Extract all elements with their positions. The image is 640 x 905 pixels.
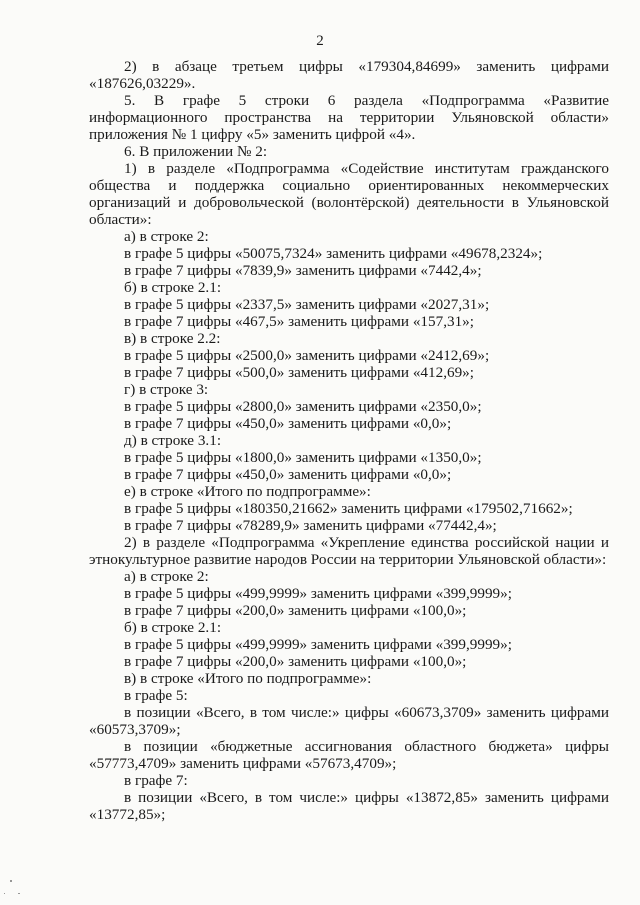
paragraph: б) в строке 2.1:: [124, 279, 222, 296]
paragraph: в) в строке 2.2:: [124, 330, 221, 347]
scan-speck: [4, 893, 5, 894]
paragraph: в графе 7 цифры «78289,9» заменить цифрами «77442,4»;: [124, 517, 497, 534]
paragraph: в графе 5 цифры «499,9999» заменить цифрами «399,9999»;: [124, 585, 512, 602]
paragraph: в) в строке «Итого по подпрограмме»:: [124, 670, 372, 687]
paragraph: в графе 7 цифры «7839,9» заменить цифрами «7442,4»;: [124, 262, 482, 279]
paragraph: а) в строке 2:: [124, 228, 209, 245]
page-number: 2: [316, 33, 324, 49]
paragraph: в графе 5 цифры «180350,21662» заменить цифрами «179502,71662»;: [124, 500, 573, 517]
paragraph: в графе 5 цифры «2500,0» заменить цифрами «2412,69»;: [124, 347, 490, 364]
paragraph: в графе 7 цифры «467,5» заменить цифрами «157,31»;: [124, 313, 474, 330]
paragraph: 2) в абзаце третьем цифры «179304,84699» заменить цифрами «187626,03229».: [89, 58, 609, 92]
paragraph: в позиции «Всего, в том числе:» цифры «13872,85» заменить цифрами «13772,85»;: [89, 789, 609, 823]
paragraph: в графе 5 цифры «1800,0» заменить цифрами «1350,0»;: [124, 449, 482, 466]
paragraph: в графе 5 цифры «50075,7324» заменить цифрами «49678,2324»;: [124, 245, 543, 262]
paragraph: в графе 7 цифры «450,0» заменить цифрами «0,0»;: [124, 466, 452, 483]
paragraph: в позиции «бюджетные ассигнования областного бюджета» цифры «57773,4709» заменить цифрами «57673,4709»;: [89, 738, 609, 772]
paragraph: в графе 5 цифры «2800,0» заменить цифрами «2350,0»;: [124, 398, 482, 415]
paragraph: в графе 7 цифры «200,0» заменить цифрами «100,0»;: [124, 602, 467, 619]
paragraph: в графе 7 цифры «500,0» заменить цифрами «412,69»;: [124, 364, 474, 381]
paragraph: 6. В приложении № 2:: [124, 143, 268, 160]
paragraph: в графе 5:: [124, 687, 188, 704]
paragraph: д) в строке 3.1:: [124, 432, 222, 449]
paragraph: в графе 7:: [124, 772, 188, 789]
paragraph: 2) в разделе «Подпрограмма «Укрепление единства российской нации и этнокультурное развитие народов России на территории Ульяновской области»:: [89, 534, 609, 568]
paragraph: в графе 7 цифры «450,0» заменить цифрами «0,0»;: [124, 415, 452, 432]
paragraph: г) в строке 3:: [124, 381, 209, 398]
paragraph: 1) в разделе «Подпрограмма «Содействие институтам гражданского общества и поддержка социально ориентированных некоммерческих организаций и добровольческой (волонтёрской) деятельности в Ульяновской области»:: [89, 160, 609, 228]
scan-speck: [10, 880, 12, 882]
paragraph: в позиции «Всего, в том числе:» цифры «60673,3709» заменить цифрами «60573,3709»;: [89, 704, 609, 738]
paragraph: в графе 5 цифры «499,9999» заменить цифрами «399,9999»;: [124, 636, 512, 653]
paragraph: е) в строке «Итого по подпрограмме»:: [124, 483, 371, 500]
paragraph: в графе 7 цифры «200,0» заменить цифрами «100,0»;: [124, 653, 467, 670]
scan-speck: [18, 893, 20, 894]
paragraph: в графе 5 цифры «2337,5» заменить цифрами «2027,31»;: [124, 296, 490, 313]
paragraph: а) в строке 2:: [124, 568, 209, 585]
document-body: [89, 58, 609, 823]
paragraph: 5. В графе 5 строки 6 раздела «Подпрограмма «Развитие информационного пространства на территории Ульяновской области» приложения № 1 цифру «5» заменить цифрой «4».: [89, 92, 609, 143]
paragraph: б) в строке 2.1:: [124, 619, 222, 636]
